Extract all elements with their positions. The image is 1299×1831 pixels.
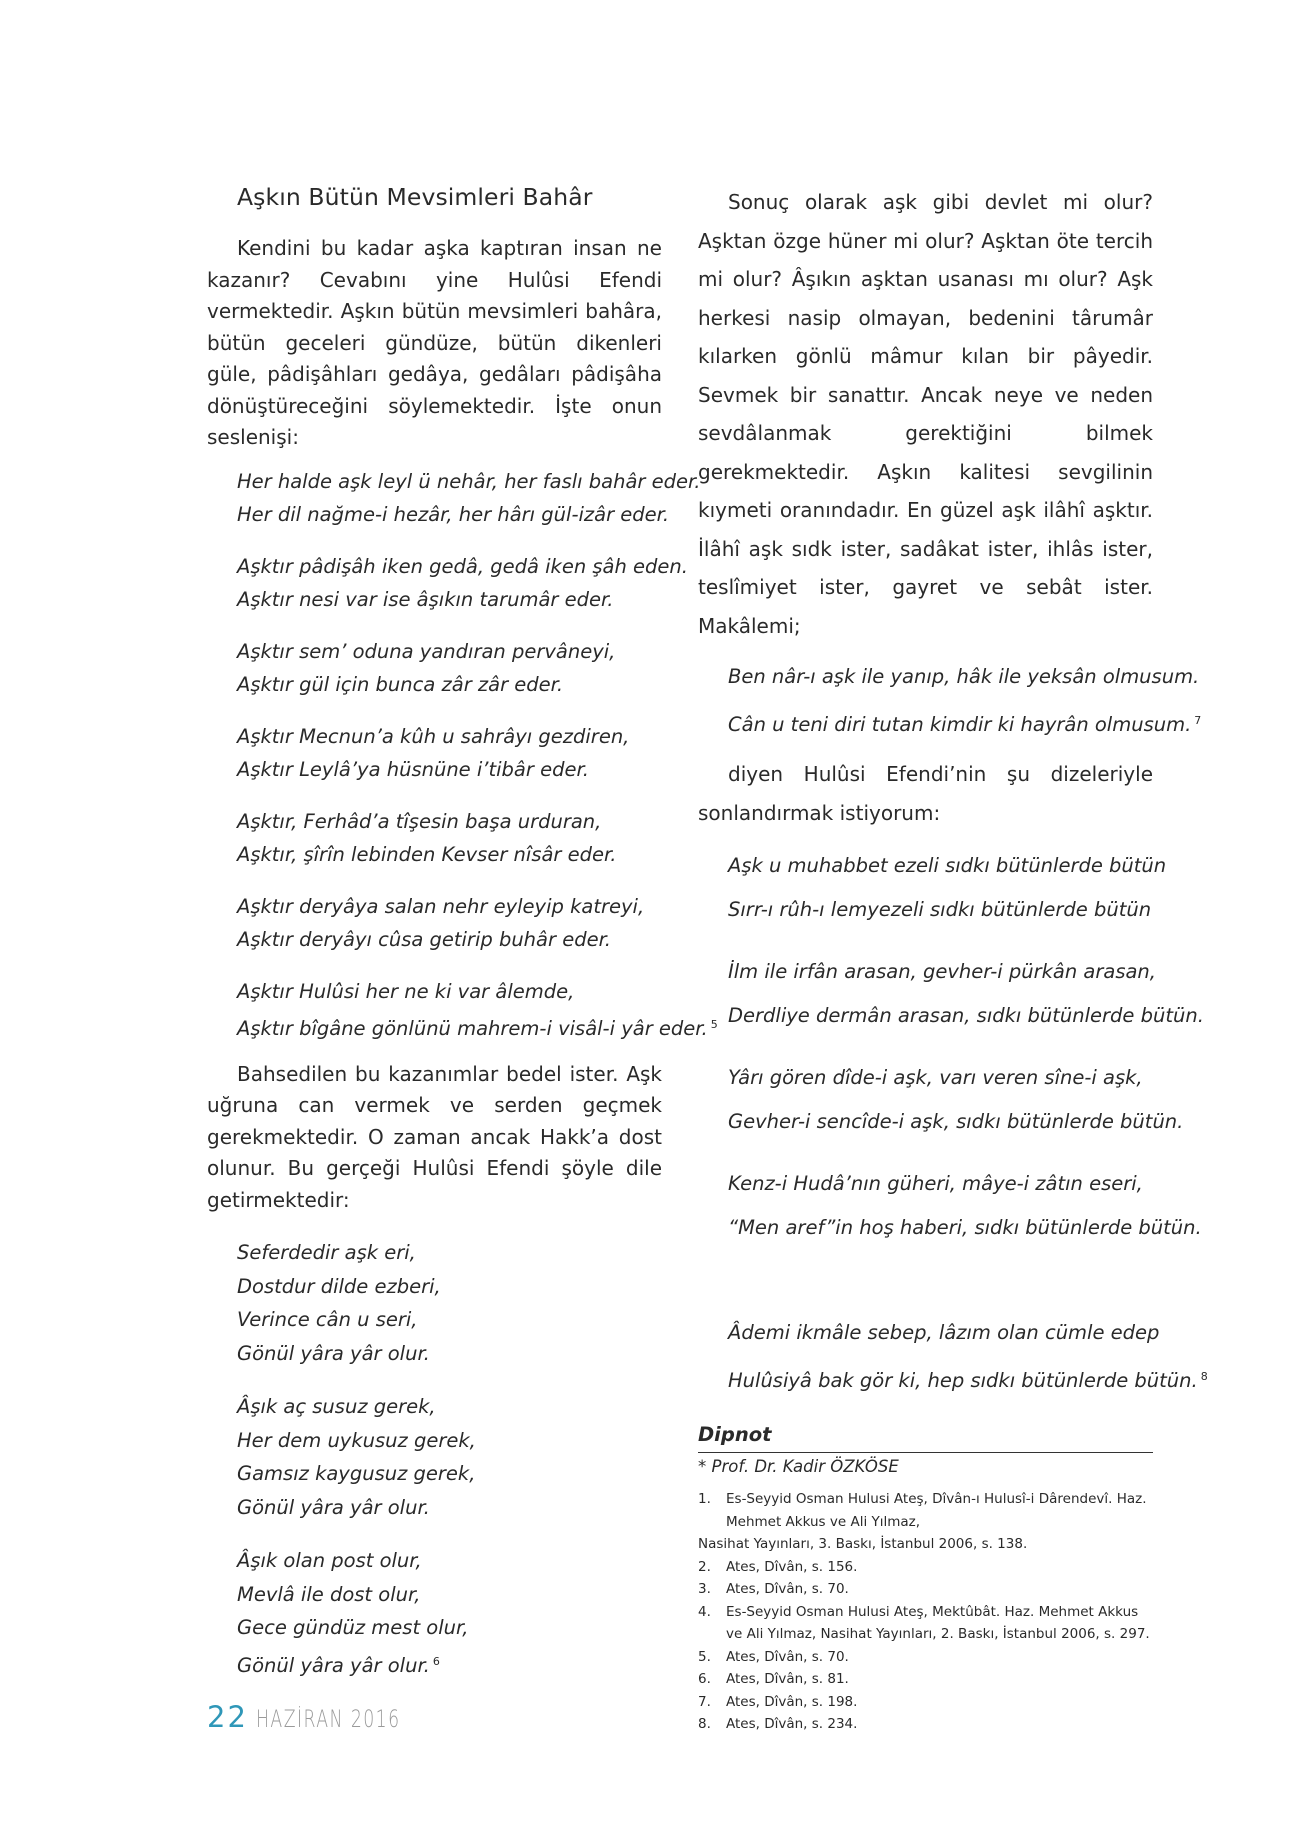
poem-line: Âdemi ikmâle sebep, lâzım olan cümle edep: [728, 1321, 1160, 1344]
poem-stanza: [237, 975, 718, 1045]
poem-line: Sırr-ı rûh-ı lemyezeli sıdkı bütünlerde bütün: [728, 898, 1152, 921]
poem-stanza: [237, 465, 701, 531]
footnote-item: [698, 1646, 1153, 1669]
page-number: 22: [207, 1700, 248, 1734]
paragraph: Kendini bu kadar aşka kaptıran insan ne kazanır? Cevabını yine Hulûsi Efendi vermektedir. Aşkın bütün mevsimleri bahâra, bütün geceleri gündüze, bütün dikenleri güle, pâdişâhları gedâya, gedâları pâdişâha dönüştüreceğini söylemektedir. İşte onun seslenişi:: [207, 236, 662, 449]
poem-line: Her halde aşk leyl ü nehâr, her faslı bahâr eder.: [237, 469, 701, 493]
poem-line: Aşktır deryâyı cûsa getirip buhâr eder.: [237, 927, 612, 951]
poem-line: Âşık olan post olur,: [237, 1549, 422, 1572]
poem-block: [237, 465, 718, 1045]
poem-stanza: [237, 805, 662, 871]
poem-line: Gece gündüz mest olur,: [237, 1616, 469, 1639]
footnotes-divider: [698, 1452, 1153, 1453]
paragraph: Sonuç olarak aşk gibi devlet mi olur? Aşktan özge hüner mi olur? Aşktan öte tercih mi olur? Âşıkın aşktan usanası mı olur? Aşk herkesi nasip olmayan, bedenini târumâr kılarken gönlü mâmur kılan bir pâyedir. Sevmek bir sanattır. Ancak neye ve neden sevdâlanmak gerektiğini bilmek gerekmektedir. Aşkın kalitesi sevgilinin kıymeti oranındadır. En güzel aşk ilâhî aşktır. İlâhî aşk sıdk ister, sadâkat ister, ihlâs ister, teslîmiyet ister, gayret ve sebât ister. Makâlemi;: [698, 190, 1153, 638]
poem-stanza: [728, 950, 1204, 1038]
poem-line: Aşktır pâdişâh iken gedâ, gedâ iken şâh eden.: [237, 554, 688, 578]
page-footer: [207, 1700, 457, 1734]
footnote-text: Es-Seyyid Osman Hulusi Ateş, Mektûbât. Haz. Mehmet Akkus ve Ali Yılmaz, Nasihat Yayınları, 2. Baskı, İstanbul 2006, s. 297.: [726, 1603, 1150, 1642]
paragraph: Bahsedilen bu kazanımlar bedel ister. Aşk uğruna can vermek ve serden geçmek gerekmektedir. O zaman ancak Hakk’a dost olunur. Bu gerçeği Hulûsi Efendi şöyle dile getirmektedir:: [207, 1061, 662, 1212]
footnote-text: Ates, Dîvân, s. 156.: [726, 1558, 858, 1575]
footnote-number: 2.: [698, 1558, 711, 1575]
right-column: [698, 183, 1208, 1736]
poem-stanza: [237, 635, 662, 701]
poem-stanza: [728, 655, 1202, 747]
footnote-number: 8.: [698, 1716, 711, 1732]
footnotes-author: * Prof. Dr. Kadir ÖZKÖSE: [698, 1457, 899, 1476]
footnote-number: 4.: [698, 1603, 711, 1620]
poem-line: Aşktır, şîrîn lebinden Kevser nîsâr eder.: [237, 842, 617, 866]
poem-line: Aşk u muhabbet ezeli sıdkı bütünlerde bütün: [728, 854, 1167, 877]
poem-stanza: [728, 1311, 1208, 1403]
poem-line: Ben nâr-ı aşk ile yanıp, hâk ile yeksân olmusum.: [728, 665, 1200, 688]
left-column: [207, 183, 718, 1682]
poem-line: “Men aref”in hoş haberi, sıdkı bütünlerde bütün.: [728, 1216, 1202, 1239]
footnote-item: [698, 1691, 1153, 1714]
footnotes-list: [698, 1488, 1153, 1736]
poem-block: [237, 1236, 662, 1682]
poem-stanza: [728, 844, 1167, 932]
footnote-ref: 7: [1194, 714, 1202, 727]
poem-line: Gamsız kaygusuz gerek,: [237, 1462, 476, 1485]
poem-line: Gönül yâra yâr olur.: [237, 1341, 430, 1365]
poem-line: Aşktır Hulûsi her ne ki var âlemde,: [237, 979, 575, 1003]
poem-line: Aşktır nesi var ise âşıkın tarumâr eder.: [237, 587, 614, 611]
poem-block: [728, 844, 1208, 1403]
poem-line: Aşktır deryâya salan nehr eyleyip katreyi,: [237, 894, 645, 918]
poem-line: Her dil nağme-i hezâr, her hârı gül-izâr eder.: [237, 502, 670, 526]
poem-stanza: [237, 550, 688, 616]
poem-stanza: [237, 1236, 662, 1370]
footnote-text: Ates, Dîvân, s. 81.: [726, 1671, 849, 1687]
footnote-number: 3.: [698, 1581, 711, 1597]
poem-stanza: [728, 1162, 1202, 1250]
poem-line: Aşktır, Ferhâd’a tîşesin başa urduran,: [237, 809, 602, 833]
footnote-item: [698, 1488, 1153, 1533]
poem-line: Cân u teni diri tutan kimdir ki hayrân olmusum. $^7$: [728, 713, 1202, 736]
issue-label: HAZİRAN 2016: [255, 1705, 401, 1733]
footnote-number: 7.: [698, 1693, 711, 1710]
footnote-item: [698, 1556, 1153, 1579]
poem-stanza: [237, 720, 662, 786]
footnote-item: [698, 1713, 1153, 1736]
poem-line: Aşktır bîgâne gönlünü mahrem-i visâl-i yâr eder. $^5$: [237, 1016, 718, 1040]
footnote-text: Ates, Dîvân, s. 198.: [726, 1693, 858, 1710]
footnote-ref: 5: [710, 1017, 718, 1031]
poem-block: [728, 655, 1202, 747]
footnote-text: Es-Seyyid Osman Hulusi Ateş, Dîvân-ı Hulusî-i Dârendevî. Haz. Mehmet Akkus ve Ali Yılmaz,: [726, 1491, 1147, 1530]
poem-line: Her dem uykusuz gerek,: [237, 1428, 476, 1452]
poem-line: İlm ile irfân arasan, gevher-i pürkân arasan,: [728, 960, 1156, 983]
footnote-number: 1.: [698, 1491, 711, 1507]
footnote-ref: 8: [1200, 1370, 1208, 1383]
poem-stanza: [237, 1544, 662, 1682]
poem-line: Gönül yâra yâr olur. $^6$: [237, 1653, 440, 1677]
footnote-text: Ates, Dîvân, s. 234.: [726, 1716, 858, 1732]
section-heading: Aşkın Bütün Mevsimleri Bahâr: [237, 183, 593, 211]
poem-line: Aşktır Mecnun’a kûh u sahrâyı gezdiren,: [237, 724, 630, 748]
footnotes-title: Dipnot: [698, 1423, 772, 1446]
poem-line: Gevher-i sencîde-i aşk, sıdkı bütünlerde bütün.: [728, 1110, 1184, 1133]
footnote-text: Ates, Dîvân, s. 70.: [726, 1581, 849, 1597]
poem-line: Gönül yâra yâr olur.: [237, 1495, 430, 1519]
footnote-item: [698, 1601, 1153, 1646]
poem-line: Verince cân u seri,: [237, 1308, 418, 1331]
footnote-ref: 6: [432, 1654, 440, 1668]
poem-line: Seferdedir aşk eri,: [237, 1241, 416, 1264]
poem-line: Yârı gören dîde-i aşk, varı veren sîne-i aşk,: [728, 1066, 1143, 1089]
poem-stanza: [237, 1390, 662, 1524]
poem-line: Kenz-i Hudâ’nın güheri, mâye-i zâtın eseri,: [728, 1172, 1143, 1195]
paragraph: diyen Hulûsi Efendi’nin şu dizeleriyle sonlandırmak istiyorum:: [698, 762, 1153, 825]
footnote-continuation: Nasihat Yayınları, 3. Baskı, İstanbul 2006, s. 138.: [698, 1536, 1028, 1552]
poem-line: Âşık aç susuz gerek,: [237, 1395, 436, 1418]
footnote-item: [698, 1668, 1153, 1691]
poem-line: Derdliye dermân arasan, sıdkı bütünlerde bütün.: [728, 1004, 1204, 1027]
footnote-item: [698, 1578, 1153, 1601]
poem-line: Mevlâ ile dost olur,: [237, 1582, 421, 1606]
footnote-text: Ates, Dîvân, s. 70.: [726, 1648, 849, 1665]
poem-line: Aşktır sem’ oduna yandıran pervâneyi,: [237, 639, 616, 663]
footnote-number: 6.: [698, 1671, 711, 1687]
poem-line: Hulûsiyâ bak gör ki, hep sıdkı bütünlerde bütün. $^8$: [728, 1369, 1208, 1392]
poem-line: Aşktır Leylâ’ya hüsnüne i’tibâr eder.: [237, 757, 589, 781]
poem-line: Dostdur dilde ezberi,: [237, 1274, 441, 1298]
footnote-number: 5.: [698, 1648, 711, 1665]
poem-stanza: [728, 1056, 1184, 1144]
poem-stanza: [237, 890, 662, 956]
poem-line: Aşktır gül için bunca zâr zâr eder.: [237, 672, 564, 696]
